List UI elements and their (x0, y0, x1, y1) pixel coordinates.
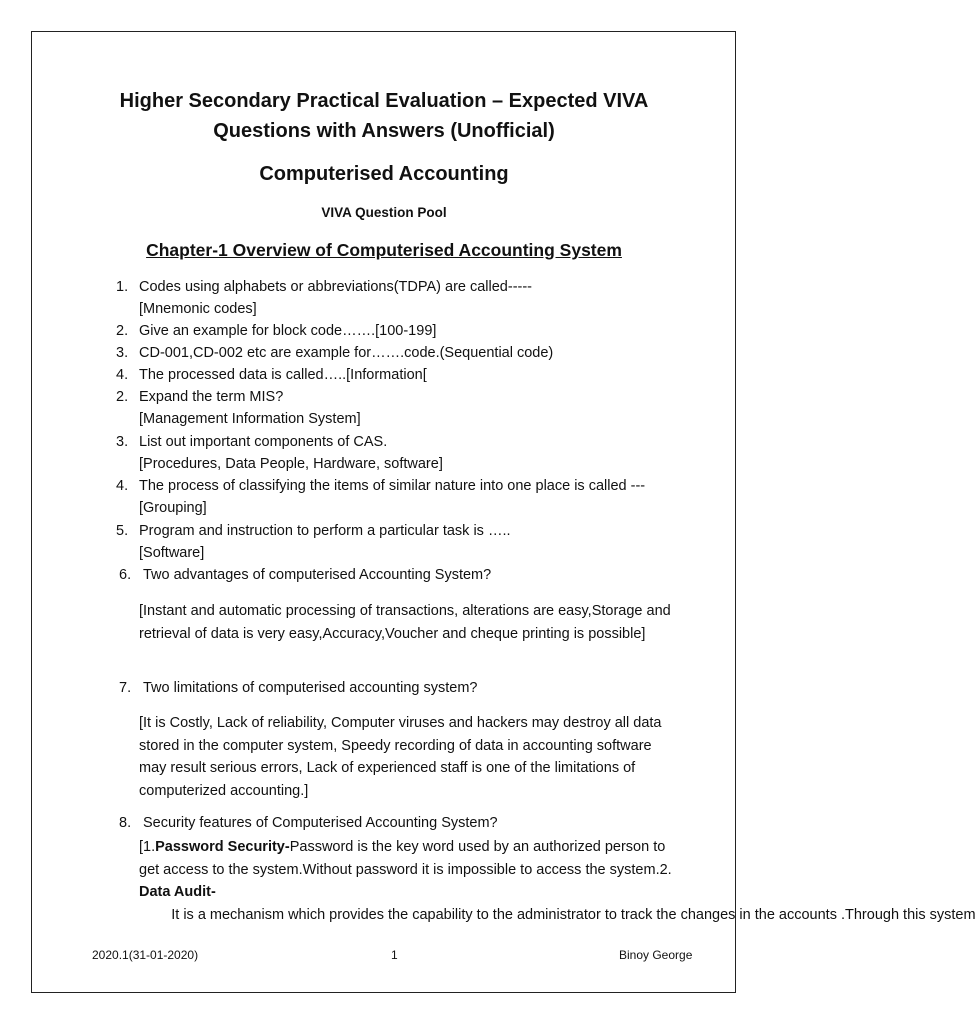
question-text: The processed data is called…..[Information[ (139, 367, 427, 383)
question-number: 4. (116, 367, 129, 383)
subject-heading: Computerised Accounting (259, 163, 509, 185)
chapter-heading: Chapter-1 Overview of Computerised Accounting System (146, 240, 622, 260)
answer-paragraph: [It is Costly, Lack of reliability, Computer viruses and hackers may destroy all data stored in the computer system, Speedy recording of data in accounting software may result serious errors, Lack of experienced staff is one of the limitations of computerized accounting.] (139, 715, 662, 799)
answer-text: [Grouping] (139, 500, 207, 516)
question-number: 3. (116, 345, 129, 361)
question-text: Give an example for block code…….[100-199] (139, 323, 437, 339)
answer-text: [Mnemonic codes] (139, 301, 257, 317)
question-number: 3. (116, 434, 129, 450)
document-title-line1: Higher Secondary Practical Evaluation – Expected VIVA (119, 90, 649, 112)
question-text: List out important components of CAS. (139, 434, 388, 450)
bold-term: Password Security- (155, 839, 290, 855)
answer-text: [Procedures, Data People, Hardware, software] (139, 456, 443, 472)
question-number: 2. (116, 389, 129, 405)
question-text: Program and instruction to perform a particular task is ….. (139, 523, 511, 539)
question-number: 2. (116, 323, 129, 339)
answer-text: [Management Information System] (139, 411, 361, 427)
question-number: 8. (119, 815, 132, 831)
question-text: Security features of Computerised Accounting System? (143, 815, 498, 831)
question-text: The process of classifying the items of similar nature into one place is called --- (139, 478, 646, 494)
answer-paragraph: [1.Password Security-Password is the key word used by an authorized person to get access to the system.Without password it is impossible to access the system.2. Data Audit- It is a mechanism which provides the capability to the administrator to track the changes in the accounts .Through this system (139, 839, 976, 923)
question-text: Two limitations of computerised accounting system? (143, 680, 478, 696)
question-number: 5. (116, 523, 129, 539)
question-text: Expand the term MIS? (139, 389, 284, 405)
question-text: CD-001,CD-002 etc are example for…….code.(Sequential code) (139, 345, 554, 361)
document-title-line2: Questions with Answers (Unofficial) (213, 120, 555, 142)
answer-text: [Software] (139, 545, 205, 561)
question-number: 7. (119, 680, 132, 696)
question-number: 6. (119, 567, 132, 583)
question-text: Two advantages of computerised Accounting System? (143, 567, 492, 583)
page-number: 1 (391, 948, 398, 962)
bold-term: Data Audit- (139, 884, 216, 900)
answer-paragraph: [Instant and automatic processing of transactions, alterations are easy,Storage and retrieval of data is very easy,Accuracy,Voucher and cheque printing is possible] (139, 603, 671, 642)
question-number: 4. (116, 478, 129, 494)
question-pool-label: VIVA Question Pool (321, 205, 447, 220)
question-text: Codes using alphabets or abbreviations(TDPA) are called----- (139, 279, 533, 295)
footer-author: Binoy George (619, 948, 693, 962)
footer-date: 2020.1(31-01-2020) (92, 948, 199, 962)
question-number: 1. (116, 279, 129, 295)
